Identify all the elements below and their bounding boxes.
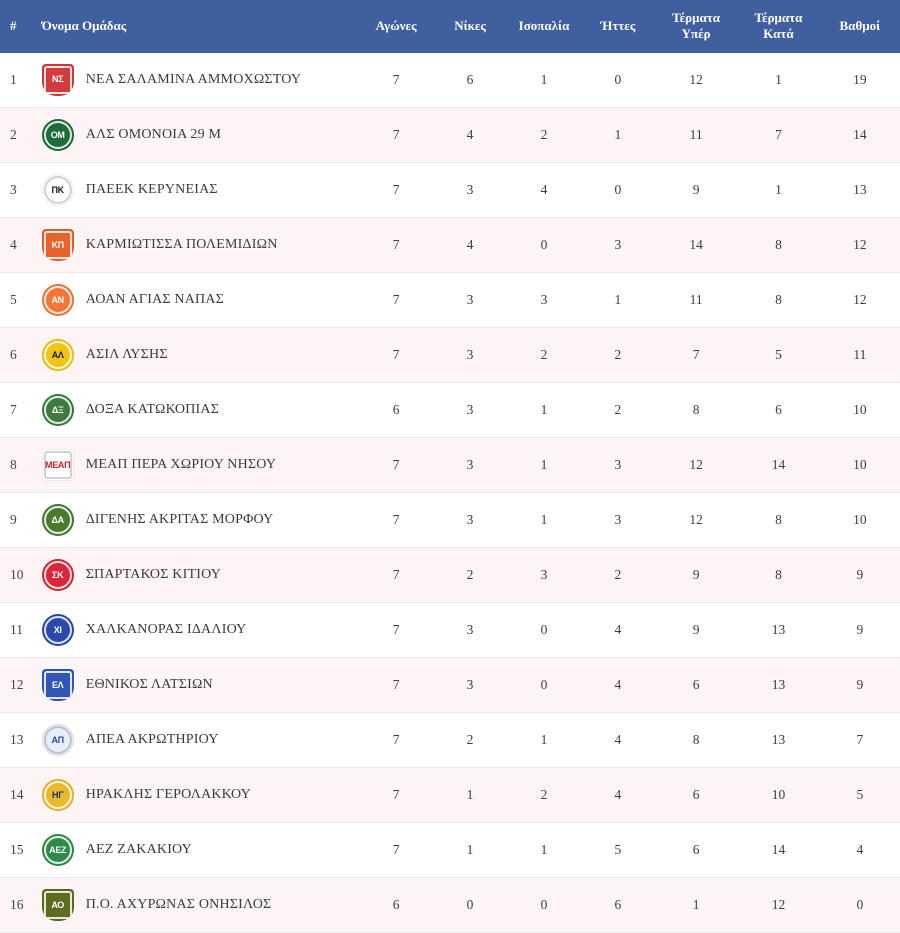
crest-paeek-keryneias-icon <box>42 174 74 206</box>
cell-rank: 16 <box>0 878 32 933</box>
crest-monogram: ΕΛ <box>51 679 64 690</box>
crest-monogram: ΗΓ <box>52 789 64 800</box>
cell-wins: 3 <box>433 328 507 383</box>
cell-goals-for: 6 <box>655 823 737 878</box>
cell-points: 13 <box>820 163 900 218</box>
cell-points: 5 <box>820 768 900 823</box>
cell-points: 11 <box>820 328 900 383</box>
team-name: ΜΕΑΠ ΠΕΡΑ ΧΩΡΙΟΥ ΝΗΣΟΥ <box>85 457 277 472</box>
crest-apea-akrotiriou-icon <box>42 724 74 756</box>
team-name: ΕΘΝΙΚΟΣ ΛΑΤΣΙΩΝ <box>85 677 213 692</box>
cell-draws: 0 <box>507 658 581 713</box>
cell-played: 7 <box>359 493 433 548</box>
table-header-row <box>0 0 900 53</box>
cell-draws: 0 <box>507 218 581 273</box>
cell-draws: 1 <box>507 823 581 878</box>
cell-goals-for: 6 <box>655 768 737 823</box>
cell-points: 4 <box>820 823 900 878</box>
cell-losses: 5 <box>581 823 655 878</box>
crest-achyronas-onisilos-icon <box>42 889 74 921</box>
column-header-team[interactable]: Όνομα Ομάδας <box>41 18 127 34</box>
cell-losses: 4 <box>581 768 655 823</box>
crest-monogram: ΔΑ <box>51 514 64 525</box>
cell-goals-for: 8 <box>655 383 737 438</box>
cell-rank: 3 <box>0 163 32 218</box>
cell-goals-for: 11 <box>655 108 737 163</box>
goals-against-line2: Κατά <box>763 26 794 42</box>
cell-rank: 6 <box>0 328 32 383</box>
cell-wins: 1 <box>433 823 507 878</box>
cell-played: 7 <box>359 768 433 823</box>
crest-doxa-katokopias-icon <box>42 394 74 426</box>
crest-monogram: NΣ <box>52 74 64 85</box>
table-row[interactable] <box>0 603 900 658</box>
crest-monogram: ΑΝ <box>51 294 64 305</box>
cell-goals-for: 7 <box>655 328 737 383</box>
cell-goals-against: 8 <box>737 548 819 603</box>
cell-goals-against: 12 <box>737 878 819 933</box>
team-name: ΑΕΖ ΖΑΚΑΚΙΟΥ <box>85 842 192 857</box>
cell-goals-against: 5 <box>737 328 819 383</box>
cell-rank: 1 <box>0 53 32 108</box>
cell-draws: 0 <box>507 603 581 658</box>
cell-draws: 2 <box>507 108 581 163</box>
cell-points: 0 <box>820 878 900 933</box>
crest-monogram: ΧΙ <box>53 624 62 635</box>
crest-chalkanoras-idaliou-icon <box>42 614 74 646</box>
cell-points: 10 <box>820 383 900 438</box>
cell-rank: 2 <box>0 108 32 163</box>
cell-wins: 3 <box>433 493 507 548</box>
table-row[interactable] <box>0 273 900 328</box>
team-name: ΑΟΑΝ ΑΓΙΑΣ ΝΑΠΑΣ <box>85 292 225 307</box>
team-name: ΗΡΑΚΛΗΣ ΓΕΡΟΛΑΚΚΟΥ <box>85 787 251 802</box>
cell-team[interactable] <box>32 438 359 493</box>
cell-wins: 3 <box>433 383 507 438</box>
cell-goals-against: 13 <box>737 603 819 658</box>
cell-losses: 2 <box>581 328 655 383</box>
cell-points: 10 <box>820 493 900 548</box>
goals-for-line2: Υπέρ <box>681 26 711 42</box>
cell-goals-against: 14 <box>737 438 819 493</box>
cell-draws: 2 <box>507 768 581 823</box>
cell-rank: 5 <box>0 273 32 328</box>
cell-rank: 4 <box>0 218 32 273</box>
cell-draws: 1 <box>507 383 581 438</box>
table-head <box>0 0 900 53</box>
table-row[interactable] <box>0 658 900 713</box>
cell-wins: 3 <box>433 658 507 713</box>
cell-losses: 4 <box>581 713 655 768</box>
cell-rank: 8 <box>0 438 32 493</box>
cell-played: 7 <box>359 273 433 328</box>
table-row[interactable] <box>0 438 900 493</box>
cell-wins: 1 <box>433 768 507 823</box>
column-header-rank[interactable]: # <box>10 18 17 34</box>
cell-goals-against: 7 <box>737 108 819 163</box>
cell-team[interactable] <box>32 493 359 548</box>
team-name: ΔΟΞΑ ΚΑΤΩΚΟΠΙΑΣ <box>85 402 220 417</box>
crest-monogram: ΑΕΖ <box>49 844 67 855</box>
table-row[interactable] <box>0 713 900 768</box>
goals-against-line1: Τέρματα <box>754 10 803 25</box>
team-name: ΠΑΕΕΚ ΚΕΡΥΝΕΙΑΣ <box>85 182 218 197</box>
cell-played: 7 <box>359 658 433 713</box>
cell-points: 10 <box>820 438 900 493</box>
cell-goals-for: 12 <box>655 53 737 108</box>
cell-team[interactable] <box>32 768 359 823</box>
cell-rank: 12 <box>0 658 32 713</box>
cell-played: 7 <box>359 548 433 603</box>
cell-points: 12 <box>820 273 900 328</box>
cell-losses: 4 <box>581 603 655 658</box>
cell-goals-for: 9 <box>655 163 737 218</box>
team-name: ΑΠΕΑ ΑΚΡΩΤΗΡΙΟΥ <box>85 732 219 747</box>
team-name: ΚΑΡΜΙΩΤΙΣΣΑ ΠΟΛΕΜΙΔΙΩΝ <box>85 237 278 252</box>
cell-team[interactable] <box>32 218 359 273</box>
table-row[interactable] <box>0 328 900 383</box>
cell-goals-for: 6 <box>655 658 737 713</box>
cell-losses: 2 <box>581 548 655 603</box>
column-header-goals-against[interactable] <box>737 0 819 53</box>
team-name: ΑΣΙΛ ΛΥΣΗΣ <box>85 347 168 362</box>
cell-team[interactable] <box>32 878 359 933</box>
cell-played: 7 <box>359 218 433 273</box>
cell-team[interactable] <box>32 603 359 658</box>
cell-played: 7 <box>359 713 433 768</box>
cell-team[interactable] <box>32 328 359 383</box>
cell-goals-against: 6 <box>737 383 819 438</box>
cell-team[interactable] <box>32 658 359 713</box>
cell-played: 7 <box>359 328 433 383</box>
cell-rank: 7 <box>0 383 32 438</box>
cell-draws: 0 <box>507 878 581 933</box>
table-row[interactable] <box>0 108 900 163</box>
cell-draws: 4 <box>507 163 581 218</box>
crest-digenis-akritas-morfou-icon <box>42 504 74 536</box>
crest-monogram: ΣΚ <box>52 569 64 580</box>
cell-goals-for: 11 <box>655 273 737 328</box>
cell-losses: 2 <box>581 383 655 438</box>
table-row[interactable] <box>0 823 900 878</box>
crest-ethnikos-latsion-icon <box>42 669 74 701</box>
cell-losses: 1 <box>581 273 655 328</box>
cell-goals-against: 8 <box>737 218 819 273</box>
team-name: ΔΙΓΕΝΗΣ ΑΚΡΙΤΑΣ ΜΟΡΦΟΥ <box>85 512 274 527</box>
cell-rank: 15 <box>0 823 32 878</box>
column-header-points[interactable]: Βαθμοί <box>839 18 881 34</box>
cell-points: 9 <box>820 603 900 658</box>
cell-goals-against: 1 <box>737 53 819 108</box>
cell-played: 7 <box>359 603 433 658</box>
team-name: ΧΑΛΚΑΝΟΡΑΣ ΙΔΑΛΙΟΥ <box>85 622 247 637</box>
cell-team[interactable] <box>32 108 359 163</box>
crest-monogram: ΑΠ <box>51 734 64 745</box>
cell-points: 9 <box>820 658 900 713</box>
cell-wins: 4 <box>433 218 507 273</box>
cell-team[interactable] <box>32 383 359 438</box>
cell-wins: 2 <box>433 713 507 768</box>
column-header-played[interactable]: Αγώνες <box>375 18 417 34</box>
cell-goals-against: 8 <box>737 493 819 548</box>
cell-losses: 4 <box>581 658 655 713</box>
cell-points: 14 <box>820 108 900 163</box>
crest-nea-salamina-icon <box>42 64 74 96</box>
cell-goals-against: 14 <box>737 823 819 878</box>
team-name: ΑΛΣ ΟΜΟΝΟΙΑ 29 Μ <box>85 127 222 142</box>
cell-draws: 3 <box>507 548 581 603</box>
cell-losses: 3 <box>581 438 655 493</box>
cell-goals-against: 8 <box>737 273 819 328</box>
cell-rank: 13 <box>0 713 32 768</box>
cell-team[interactable] <box>32 548 359 603</box>
crest-monogram: ΟΜ <box>50 129 65 140</box>
cell-wins: 6 <box>433 53 507 108</box>
cell-rank: 10 <box>0 548 32 603</box>
cell-team[interactable] <box>32 163 359 218</box>
cell-team[interactable] <box>32 823 359 878</box>
cell-draws: 3 <box>507 273 581 328</box>
cell-played: 6 <box>359 878 433 933</box>
crest-monogram: ΑΛ <box>51 349 64 360</box>
cell-goals-against: 13 <box>737 713 819 768</box>
cell-wins: 2 <box>433 548 507 603</box>
table-row[interactable] <box>0 53 900 108</box>
cell-wins: 0 <box>433 878 507 933</box>
cell-goals-for: 9 <box>655 603 737 658</box>
cell-points: 12 <box>820 218 900 273</box>
cell-losses: 0 <box>581 163 655 218</box>
team-name: ΣΠΑΡΤΑΚΟΣ ΚΙΤΙΟΥ <box>85 567 221 582</box>
cell-losses: 3 <box>581 493 655 548</box>
cell-goals-against: 1 <box>737 163 819 218</box>
cell-wins: 3 <box>433 163 507 218</box>
table-row[interactable] <box>0 878 900 933</box>
cell-rank: 9 <box>0 493 32 548</box>
cell-played: 7 <box>359 163 433 218</box>
cell-played: 7 <box>359 823 433 878</box>
team-name: ΝΕΑ ΣΑΛΑΜΙΝΑ ΑΜΜΟΧΩΣΤΟΥ <box>85 71 302 87</box>
column-header-draws[interactable]: Ισοπαλία <box>518 18 570 34</box>
cell-points: 7 <box>820 713 900 768</box>
cell-wins: 3 <box>433 273 507 328</box>
cell-wins: 3 <box>433 603 507 658</box>
cell-losses: 6 <box>581 878 655 933</box>
cell-draws: 1 <box>507 713 581 768</box>
crest-omonoia-29m-icon <box>42 119 74 151</box>
cell-draws: 1 <box>507 438 581 493</box>
cell-team[interactable] <box>32 273 359 328</box>
crest-asil-lysis-icon <box>42 339 74 371</box>
cell-played: 7 <box>359 108 433 163</box>
cell-played: 6 <box>359 383 433 438</box>
column-header-losses[interactable]: Ήττες <box>600 18 636 34</box>
team-name: Π.Ο. ΑΧΥΡΩΝΑΣ ΟΝΗΣΙΛΟΣ <box>85 897 272 912</box>
cell-goals-against: 13 <box>737 658 819 713</box>
crest-iraklis-gerolakkou-icon <box>42 779 74 811</box>
table-row[interactable] <box>0 493 900 548</box>
column-header-goals-for[interactable] <box>655 0 737 53</box>
crest-monogram: ΜΕΑΠ <box>45 459 71 470</box>
goals-for-line1: Τέρματα <box>672 10 721 25</box>
cell-points: 9 <box>820 548 900 603</box>
crest-aez-zakakiou-icon <box>42 834 74 866</box>
table-row[interactable] <box>0 163 900 218</box>
cell-points: 19 <box>820 53 900 108</box>
cell-goals-against: 10 <box>737 768 819 823</box>
crest-monogram: ΠΚ <box>51 184 64 195</box>
cell-losses: 0 <box>581 53 655 108</box>
cell-goals-for: 12 <box>655 438 737 493</box>
crest-monogram: ΚΠ <box>51 239 64 250</box>
column-header-wins[interactable]: Νίκες <box>454 18 486 34</box>
table-row[interactable] <box>0 383 900 438</box>
table-row[interactable] <box>0 768 900 823</box>
cell-draws: 1 <box>507 53 581 108</box>
table-row[interactable] <box>0 218 900 273</box>
cell-goals-for: 8 <box>655 713 737 768</box>
cell-team[interactable] <box>32 713 359 768</box>
cell-goals-for: 1 <box>655 878 737 933</box>
cell-wins: 3 <box>433 438 507 493</box>
cell-goals-for: 9 <box>655 548 737 603</box>
cell-goals-for: 12 <box>655 493 737 548</box>
cell-draws: 2 <box>507 328 581 383</box>
crest-spartakos-kitiou-icon <box>42 559 74 591</box>
cell-wins: 4 <box>433 108 507 163</box>
crest-monogram: ΑΟ <box>51 899 65 910</box>
crest-aoan-agias-napas-icon <box>42 284 74 316</box>
cell-goals-for: 14 <box>655 218 737 273</box>
crest-meap-pera-choriou-icon <box>42 449 74 481</box>
table-row[interactable] <box>0 548 900 603</box>
cell-rank: 11 <box>0 603 32 658</box>
crest-monogram: ΔΞ <box>51 404 64 415</box>
cell-rank: 14 <box>0 768 32 823</box>
crest-karmiotissa-icon <box>42 229 74 261</box>
cell-team[interactable] <box>32 53 359 108</box>
cell-draws: 1 <box>507 493 581 548</box>
cell-played: 7 <box>359 53 433 108</box>
cell-played: 7 <box>359 438 433 493</box>
table-body <box>0 53 900 933</box>
cell-losses: 1 <box>581 108 655 163</box>
cell-losses: 3 <box>581 218 655 273</box>
